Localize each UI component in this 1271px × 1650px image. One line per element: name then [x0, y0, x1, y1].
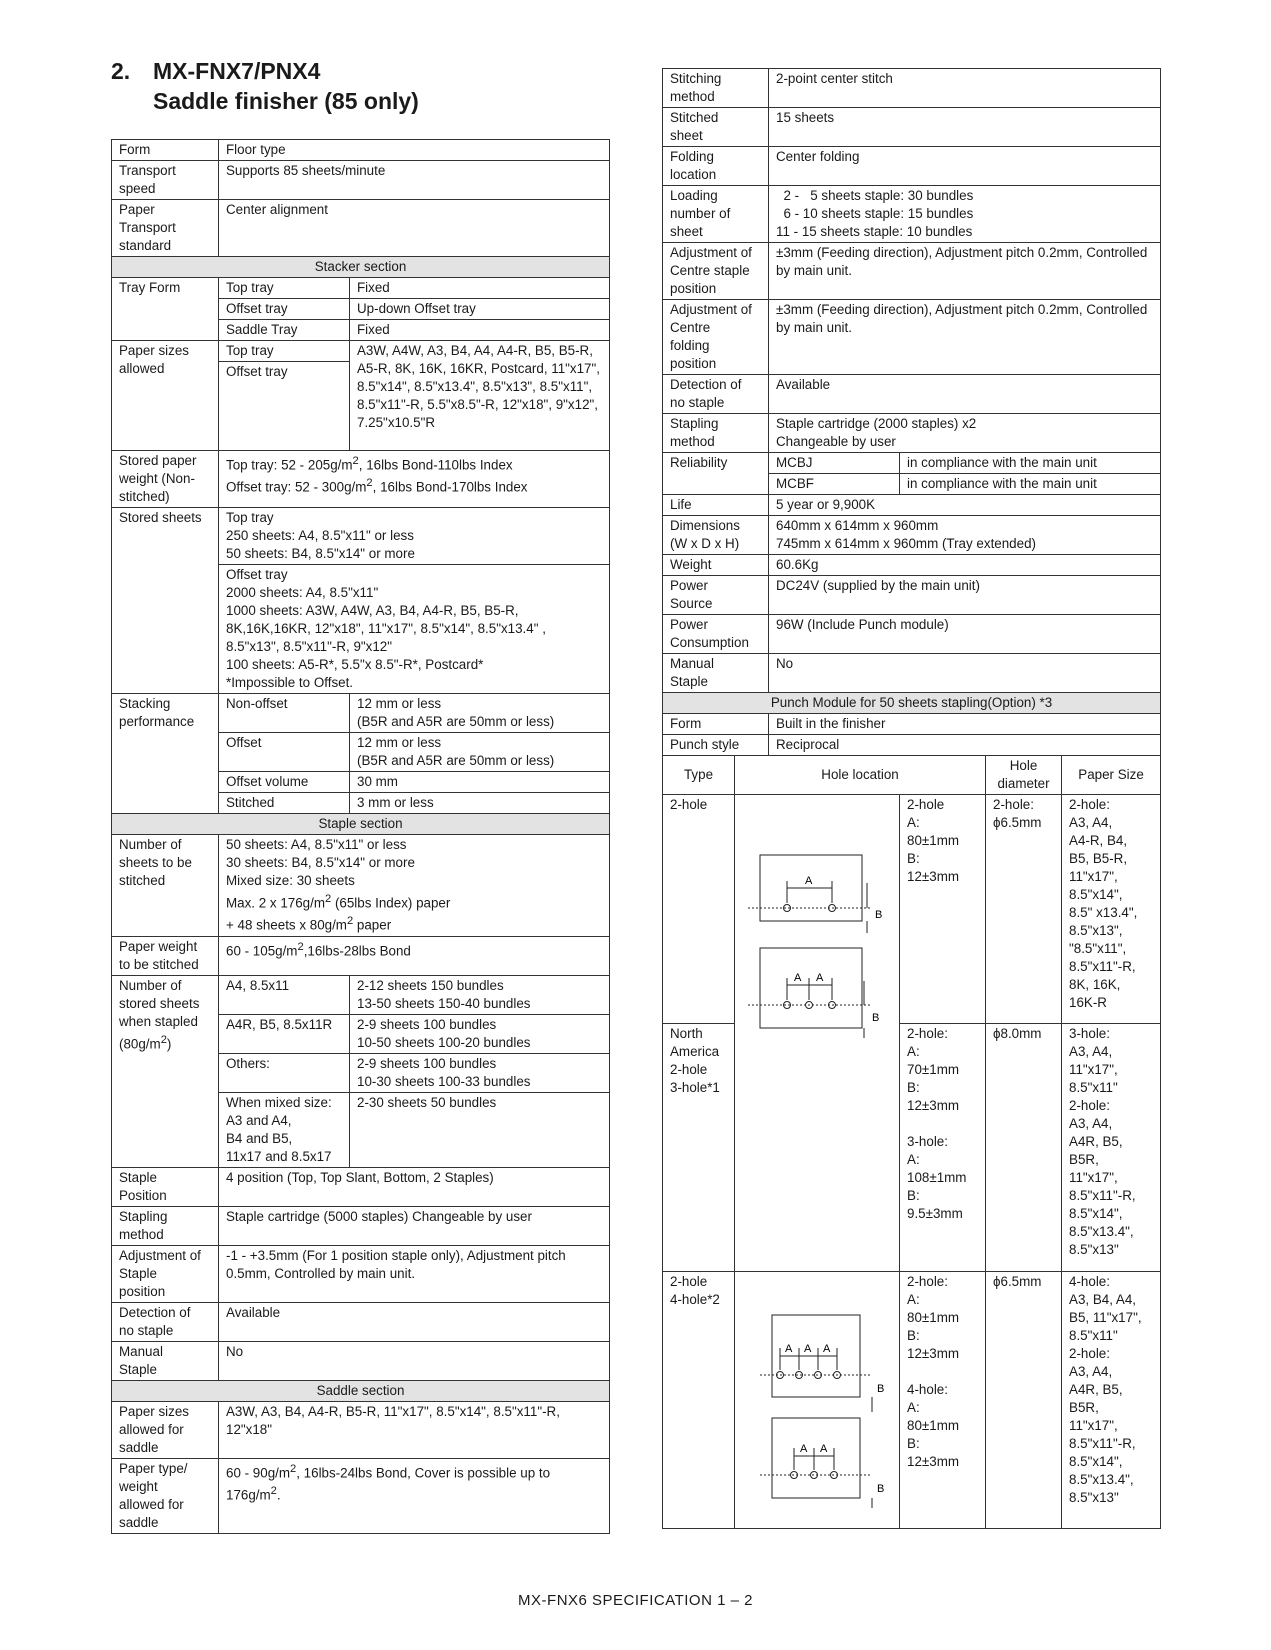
spec-value: A3W, A3, B4, A4-R, B5-R, 11"x17", 8.5"x14", 8.5"x11"-R, 12"x18" — [219, 1401, 610, 1458]
spec-sublabel: Top tray — [219, 278, 350, 299]
dimension-label-a: A — [794, 972, 802, 984]
column-header-hole-diameter: Hole diameter — [986, 756, 1062, 795]
spec-label: Folding location — [663, 147, 769, 186]
dimension-label-b: B — [875, 909, 883, 921]
section-header: Punch Module for 50 sheets stapling(Option) *3 — [663, 693, 1161, 714]
spec-value: Top tray: $52 - 205g/m^2$, 16lbs Bond-110lbs Index Offset tray: $52 - 300g/m^2$, 16lbs Bond-170lbs Index — [219, 451, 610, 508]
spec-label: Stapling method — [663, 414, 769, 453]
spec-value: 12 mm or less (B5R and A5R are 50mm or less) — [350, 733, 610, 772]
spec-sublabel: A4R, B5, 8.5x11R — [219, 1014, 350, 1053]
spec-value: Supports 85 sheets/minute — [219, 161, 610, 200]
spec-value: 30 mm — [350, 772, 610, 793]
spec-sublabel: Offset volume — [219, 772, 350, 793]
spec-sublabel: MCBF — [769, 474, 900, 495]
spec-sublabel: Offset — [219, 733, 350, 772]
hole-location: 2-hole: A: 80±1mm B: 12±3mm 4-hole: A: 80±1mm B: 12±3mm — [900, 1272, 986, 1529]
dimension-label-a: A — [823, 1343, 831, 1355]
spec-value: Center alignment — [219, 200, 610, 257]
column-header-hole-location: Hole location — [735, 756, 986, 795]
spec-sublabel: Offset tray — [219, 299, 350, 320]
spec-label: Detection of no staple — [112, 1302, 219, 1341]
spec-sublabel: Others: — [219, 1053, 350, 1092]
spec-value: 50 sheets: A4, 8.5"x11" or less 30 sheets: B4, 8.5"x14" or more Mixed size: 30 sheets Max. 2 x $176g/m^2$ (65lbs Index) paper + 48 sheets x $80g/m^2$ paper — [219, 835, 610, 937]
spec-label: Life — [663, 495, 769, 516]
spec-value: Fixed — [350, 278, 610, 299]
spec-value: ±3mm (Feeding direction), Adjustment pitch 0.2mm, Controlled by main unit. — [769, 243, 1161, 300]
spec-value: 15 sheets — [769, 108, 1161, 147]
spec-label: Power Consumption — [663, 615, 769, 654]
punch-type: North America 2-hole 3-hole*1 — [663, 1024, 735, 1272]
spec-value: Staple cartridge (5000 staples) Changeable by user — [219, 1206, 610, 1245]
dimension-label-a: A — [820, 1443, 828, 1455]
hole-diameter: ϕ6.5mm — [986, 1272, 1062, 1529]
spec-value: Center folding — [769, 147, 1161, 186]
hole-diameter: ϕ8.0mm — [986, 1024, 1062, 1272]
spec-value: 2-30 sheets 50 bundles — [350, 1092, 610, 1167]
spec-value: 2-9 sheets 100 bundles 10-30 sheets 100-33 bundles — [350, 1053, 610, 1092]
spec-sublabel: Offset tray — [219, 362, 350, 451]
left-spec-table — [111, 139, 610, 1534]
spec-value: 96W (Include Punch module) — [769, 615, 1161, 654]
spec-label: Stitched sheet — [663, 108, 769, 147]
spec-value: $60 - 105g/m^2,16lbs-28lbs$ Bond — [219, 936, 610, 975]
dimension-label-b: B — [872, 1012, 880, 1024]
section-header: Staple section — [112, 814, 610, 835]
hole-diagram-cell — [735, 795, 900, 1272]
dimension-label-a: A — [800, 1443, 808, 1455]
spec-value: No — [219, 1341, 610, 1380]
spec-label: Loading number of sheet — [663, 186, 769, 243]
spec-value: Staple cartridge (2000 staples) x2 Changeable by user — [769, 414, 1161, 453]
spec-label: Power Source — [663, 576, 769, 615]
spec-value: No — [769, 654, 1161, 693]
spec-sublabel: Saddle Tray — [219, 320, 350, 341]
spec-value: DC24V (supplied by the main unit) — [769, 576, 1161, 615]
spec-label: Transport speed — [112, 161, 219, 200]
spec-label: Paper type/ weight allowed for saddle — [112, 1458, 219, 1533]
spec-label: Manual Staple — [663, 654, 769, 693]
spec-label: Stapling method — [112, 1206, 219, 1245]
sheet-outline — [760, 948, 862, 1028]
dimension-label-a: A — [816, 972, 824, 984]
paper-size: 3-hole: A3, A4, 11"x17", 8.5"x11" 2-hole: A3, A4, A4R, B5, B5R, 11"x17", 8.5"x11"-R, 8.5"x14", 8.5"x13.4", 8.5"x13" — [1062, 1024, 1161, 1272]
spec-value: 2 - 5 sheets staple: 30 bundles 6 - 10 sheets staple: 15 bundles 11 - 15 sheets staple: 10 bundles — [769, 186, 1161, 243]
spec-value: in compliance with the main unit — [900, 474, 1161, 495]
spec-sublabel: When mixed size: A3 and A4, B4 and B5, 11x17 and 8.5x17 — [219, 1092, 350, 1167]
spec-label: Punch style — [663, 735, 769, 756]
spec-value: Top tray 250 sheets: A4, 8.5"x11" or less 50 sheets: B4, 8.5"x14" or more — [219, 508, 610, 565]
spec-value: A3W, A4W, A3, B4, A4, A4-R, B5, B5-R, A5-R, 8K, 16K, 16KR, Postcard, 11"x17", 8.5"x14", 8.5"x13.4", 8.5"x13", 8.5"x11", 8.5"x11"-R, 5.5"x8.5"-R, 12"x18", 9"x12", 7.25"x10.5"R — [350, 341, 610, 451]
section-title — [111, 56, 419, 116]
spec-label: Stored sheets — [112, 508, 219, 694]
spec-label: Reliability — [663, 453, 769, 495]
hole-diagram-2-hole — [742, 823, 892, 1253]
spec-label: Adjustment of Centre folding position — [663, 300, 769, 375]
hole-diagram-4-hole — [742, 1300, 892, 1510]
spec-sublabel: A4, 8.5x11 — [219, 975, 350, 1014]
spec-value: 2-12 sheets 150 bundles 13-50 sheets 150-40 bundles — [350, 975, 610, 1014]
spec-sublabel: Top tray — [219, 341, 350, 362]
spec-label: Form — [663, 714, 769, 735]
spec-label: Number of sheets to be stitched — [112, 835, 219, 937]
spec-label: Detection of no staple — [663, 375, 769, 414]
spec-value: Floor type — [219, 140, 610, 161]
spec-value: 4 position (Top, Top Slant, Bottom, 2 Staples) — [219, 1167, 610, 1206]
section-header: Stacker section — [112, 257, 610, 278]
spec-label: Adjustment of Staple position — [112, 1245, 219, 1302]
hole-location: 2-hole: A: 70±1mm B: 12±3mm 3-hole: A: 108±1mm B: 9.5±3mm — [900, 1024, 986, 1272]
spec-value: Available — [219, 1302, 610, 1341]
dimension-label-a: A — [804, 1343, 812, 1355]
section-number: 2. — [111, 58, 131, 84]
paper-size: 2-hole: A3, A4, A4-R, B4, B5, B5-R, 11"x17", 8.5"x14", 8.5" x13.4", 8.5"x13", "8.5"x11", 8.5"x11"-R, 8K, 16K, 16K-R — [1062, 795, 1161, 1024]
dimension-label-b: B — [877, 1483, 885, 1495]
spec-value: Built in the finisher — [769, 714, 1161, 735]
spec-label: Manual Staple — [112, 1341, 219, 1380]
paper-size: 4-hole: A3, B4, A4, B5, 11"x17", 8.5"x11" 2-hole: A3, A4, A4R, B5, B5R, 11"x17", 8.5"x11"-R, 8.5"x14", 8.5"x13.4", 8.5"x13" — [1062, 1272, 1161, 1529]
spec-value: -1 - +3.5mm (For 1 position staple only), Adjustment pitch 0.5mm, Controlled by main unit. — [219, 1245, 610, 1302]
spec-value: 2-9 sheets 100 bundles 10-50 sheets 100-20 bundles — [350, 1014, 610, 1053]
spec-label: Stitching method — [663, 69, 769, 108]
section-title-line2: Saddle finisher (85 only) — [153, 88, 419, 114]
spec-value: 5 year or 9,900K — [769, 495, 1161, 516]
spec-value: 640mm x 614mm x 960mm 745mm x 614mm x 960mm (Tray extended) — [769, 516, 1161, 555]
spec-value: Fixed — [350, 320, 610, 341]
spec-value: 60.6Kg — [769, 555, 1161, 576]
spec-sublabel: Stitched — [219, 793, 350, 814]
dimension-label-a: A — [805, 875, 813, 887]
spec-label: Form — [112, 140, 219, 161]
spec-label: Adjustment of Centre staple position — [663, 243, 769, 300]
right-spec-table — [662, 68, 1161, 1529]
hole-location: 2-hole A: 80±1mm B: 12±3mm — [900, 795, 986, 1024]
spec-label: Paper weight to be stitched — [112, 936, 219, 975]
dimension-label-b: B — [877, 1383, 885, 1395]
spec-label: Paper Transport standard — [112, 200, 219, 257]
spec-label: Number of stored sheets when stapled $(80g/m^2)$ — [112, 975, 219, 1167]
page-footer: MX-FNX6 SPECIFICATION 1 – 2 — [518, 1592, 753, 1609]
spec-label: Weight — [663, 555, 769, 576]
sheet-outline — [772, 1418, 860, 1498]
spec-label: Stored paper weight (Non- stitched) — [112, 451, 219, 508]
column-header-paper-size: Paper Size — [1062, 756, 1161, 795]
spec-value: 3 mm or less — [350, 793, 610, 814]
spec-value: Available — [769, 375, 1161, 414]
hole-diameter: 2-hole: ϕ6.5mm — [986, 795, 1062, 1024]
spec-sublabel: Non-offset — [219, 694, 350, 733]
spec-sublabel: MCBJ — [769, 453, 900, 474]
punch-type: 2-hole 4-hole*2 — [663, 1272, 735, 1529]
section-title-line1: MX-FNX7/PNX4 — [153, 58, 321, 84]
section-header: Saddle section — [112, 1380, 610, 1401]
spec-label: Paper sizes allowed for saddle — [112, 1401, 219, 1458]
spec-label: Paper sizes allowed — [112, 341, 219, 451]
spec-value: in compliance with the main unit — [900, 453, 1161, 474]
spec-value: 2-point center stitch — [769, 69, 1161, 108]
spec-value: Up-down Offset tray — [350, 299, 610, 320]
spec-label: Dimensions (W x D x H) — [663, 516, 769, 555]
spec-label: Tray Form — [112, 278, 219, 341]
spec-value: ±3mm (Feeding direction), Adjustment pitch 0.2mm, Controlled by main unit. — [769, 300, 1161, 375]
spec-label: Stacking performance — [112, 694, 219, 814]
spec-value: $60 - 90g/m^2$, 16lbs-24lbs Bond, Cover is possible up to $176g/m^2$. — [219, 1458, 610, 1533]
spec-value: Reciprocal — [769, 735, 1161, 756]
column-header-type: Type — [663, 756, 735, 795]
spec-value: 12 mm or less (B5R and A5R are 50mm or less) — [350, 694, 610, 733]
spec-label: Staple Position — [112, 1167, 219, 1206]
dimension-label-a: A — [785, 1343, 793, 1355]
hole-diagram-cell — [735, 1272, 900, 1529]
punch-type: 2-hole — [663, 795, 735, 1024]
spec-value: Offset tray 2000 sheets: A4, 8.5"x11" 1000 sheets: A3W, A4W, A3, B4, A4-R, B5, B5-R, 8K,16K,16KR, 12"x18", 11"x17", 8.5"x14", 8.5"x13.4" , 8.5"x13", 8.5"x11"-R, 9"x12" 100 sheets: A5-R*, 5.5"x 8.5"-R*, Postcard* *Impossible to Offset. — [219, 565, 610, 694]
